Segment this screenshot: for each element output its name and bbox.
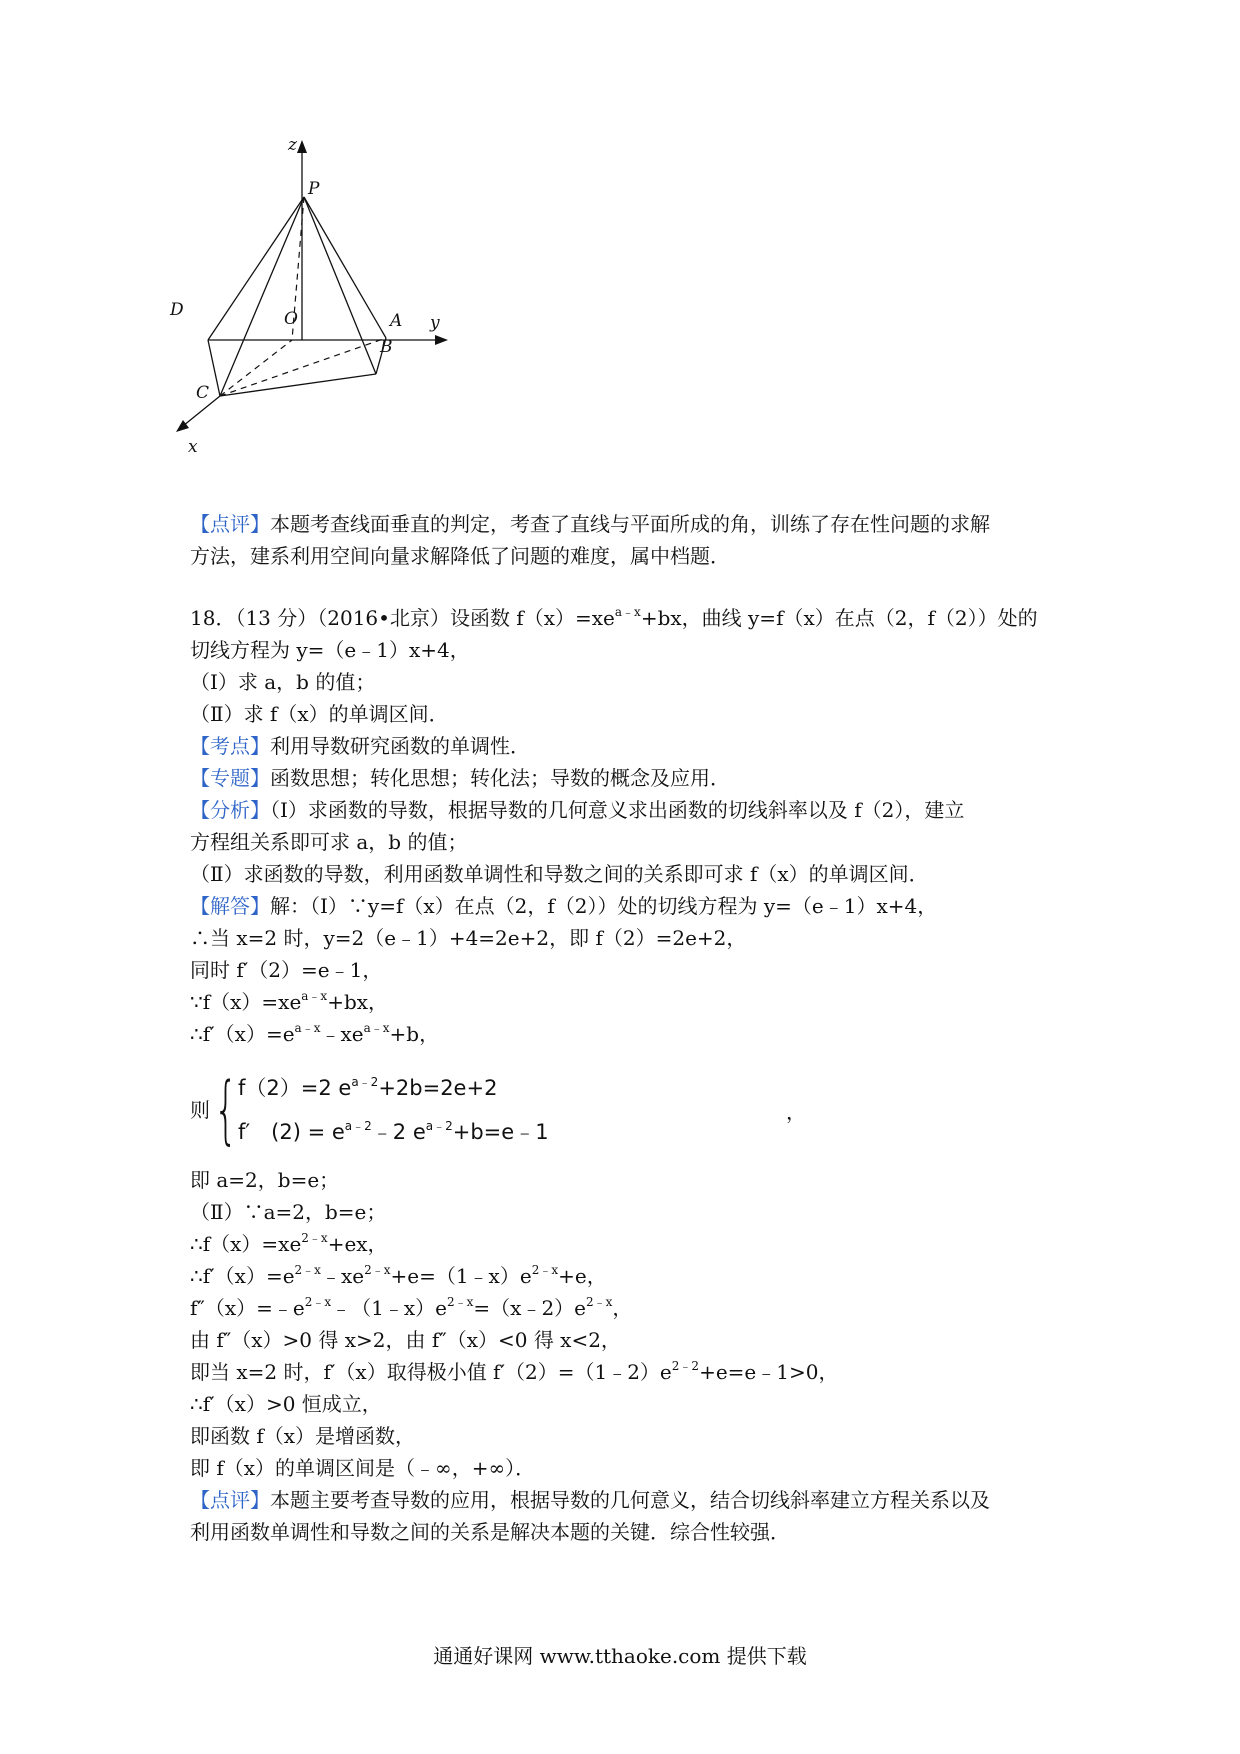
prev-comment-line-2: 方法，建系利用空间向量求解降低了问题的难度，属中档题． xyxy=(190,544,730,568)
label-B: B xyxy=(380,337,393,357)
kaodian: 【考点】利用导数研究函数的单调性． xyxy=(190,734,530,758)
edge-CA xyxy=(220,338,386,396)
solution-1: 【解答】解：（Ⅰ）∵y=f（x）在点（2，f（2））处的切线方程为 y=（e﹣1）x+4， xyxy=(190,894,938,918)
solution-8: $\therefore f(x)=xe^{2﹣x}+ex$， xyxy=(190,1231,388,1256)
label-O: O xyxy=(284,309,298,329)
question-2: （Ⅱ）求 f（x）的单调区间． xyxy=(190,702,449,726)
solution-9: $\therefore f'(x)=e^{2﹣x}﹣xe^{2﹣x}+e=(1﹣x)e^{2﹣x}+e$， xyxy=(190,1263,607,1288)
prev-comment-line-1: 【点评】本题考查线面垂直的判定，考查了直线与平面所成的角，训练了存在性问题的求解 xyxy=(190,512,990,536)
solution-7: （Ⅱ）∵a=2，b=e； xyxy=(190,1200,387,1224)
solution-5: $\therefore f'(x)=e^{a﹣x}﹣xe^{a﹣x}+b$， xyxy=(190,1021,440,1046)
kaodian-tag: 【考点】 xyxy=(190,734,270,758)
solution-2: ∴当 x=2 时，y=2（e﹣1）+4=2e+2，即 f（2）=2e+2， xyxy=(190,926,747,950)
z-arrow xyxy=(297,140,307,153)
pyramid-figure xyxy=(170,135,520,510)
edge-CB xyxy=(220,374,376,396)
solution-15: 即 f（x）的单调区间是（﹣∞，+∞）． xyxy=(190,1456,536,1480)
label-D: D xyxy=(170,300,184,320)
zhuanti-tag: 【专题】 xyxy=(190,766,270,790)
equation-2: f′ $(2) = e^{a﹣2}﹣2$ $e^{a﹣2}+b=e﹣1$ xyxy=(238,1119,549,1144)
pyramid-diagram xyxy=(170,135,520,510)
fenxi-1: 【分析】（Ⅰ）求函数的导数，根据导数的几何意义求出函数的切线斜率以及 f（2），建立 xyxy=(190,798,965,822)
problem-line-2: 切线方程为 y=（e﹣1）x+4， xyxy=(190,638,470,662)
system-ze: 则 xyxy=(190,1098,210,1122)
equation-system xyxy=(190,1066,890,1156)
comment-1: 【点评】本题主要考查导数的应用，根据导数的几何意义，结合切线斜率建立方程关系以及 xyxy=(190,1488,990,1512)
comment-tag: 【点评】 xyxy=(190,1488,270,1512)
solution-rest xyxy=(190,1164,1060,1548)
question-1: （Ⅰ）求 a，b 的值； xyxy=(190,670,376,694)
prev-comment xyxy=(190,508,1060,572)
comment-2: 利用函数单调性和导数之间的关系是解决本题的关键．综合性较强． xyxy=(190,1520,790,1544)
label-y: y xyxy=(430,313,440,333)
problem-18 xyxy=(190,602,1060,1050)
solution-3: 同时 f′（2）=e﹣1， xyxy=(190,958,383,982)
solution-13: ∴f′（x）>0 恒成立， xyxy=(190,1392,382,1416)
y-arrow xyxy=(435,335,448,345)
edge-PC xyxy=(220,197,304,396)
solution-14: 即函数 f（x）是增函数， xyxy=(190,1424,416,1448)
label-x: x xyxy=(188,437,198,457)
edge-PB xyxy=(304,197,376,374)
page-footer: 通通好课网 www.tthaoke.com 提供下载 xyxy=(433,1644,807,1668)
solution-4: $\because f(x)=xe^{a﹣x}+bx$， xyxy=(190,989,389,1014)
prev-comment-tag: 【点评】 xyxy=(190,512,270,536)
x-arrow xyxy=(176,420,189,432)
system-comma: ， xyxy=(786,1100,806,1124)
solution-10: $f''(x)=﹣e^{2﹣x}﹣(1﹣x)e^{2﹣x}=(x﹣2)e^{2﹣x}$， xyxy=(190,1295,633,1320)
left-brace: { xyxy=(214,1067,238,1153)
fenxi-2: 方程组关系即可求 a，b 的值； xyxy=(190,830,468,854)
label-z: z xyxy=(288,135,297,155)
solution-tag: 【解答】 xyxy=(190,894,270,918)
label-P: P xyxy=(308,179,320,199)
edge-PA xyxy=(304,197,386,338)
label-A: A xyxy=(390,311,403,331)
fenxi-tag: 【分析】 xyxy=(190,798,270,822)
solution-6: 即 a=2，b=e； xyxy=(190,1168,340,1192)
zhuanti: 【专题】函数思想；转化思想；转化法；导数的概念及应用． xyxy=(190,766,730,790)
solution-12: 即当 x=2 时，f′（x）取得极小值 $f'(2)=(1﹣2)e^{2﹣2}+e=e﹣1>0$， xyxy=(190,1359,839,1384)
problem-header: 18．（13 分）（2016•北京）设函数 $f(x)=xe^{a﹣x}+bx$，曲线 y=f（x）在点（2，f（2））处的 xyxy=(190,605,1038,630)
fenxi-3: （Ⅱ）求函数的导数，利用函数单调性和导数之间的关系即可求 f（x）的单调区间． xyxy=(190,862,929,886)
label-C: C xyxy=(196,383,210,403)
equation-1: f（2）=2 $e^{a﹣2}+2b=2e+2$ xyxy=(238,1075,498,1100)
edge-DC xyxy=(208,340,220,396)
solution-11: 由 f″（x）>0 得 x>2，由 f″（x）<0 得 x<2， xyxy=(190,1328,621,1352)
